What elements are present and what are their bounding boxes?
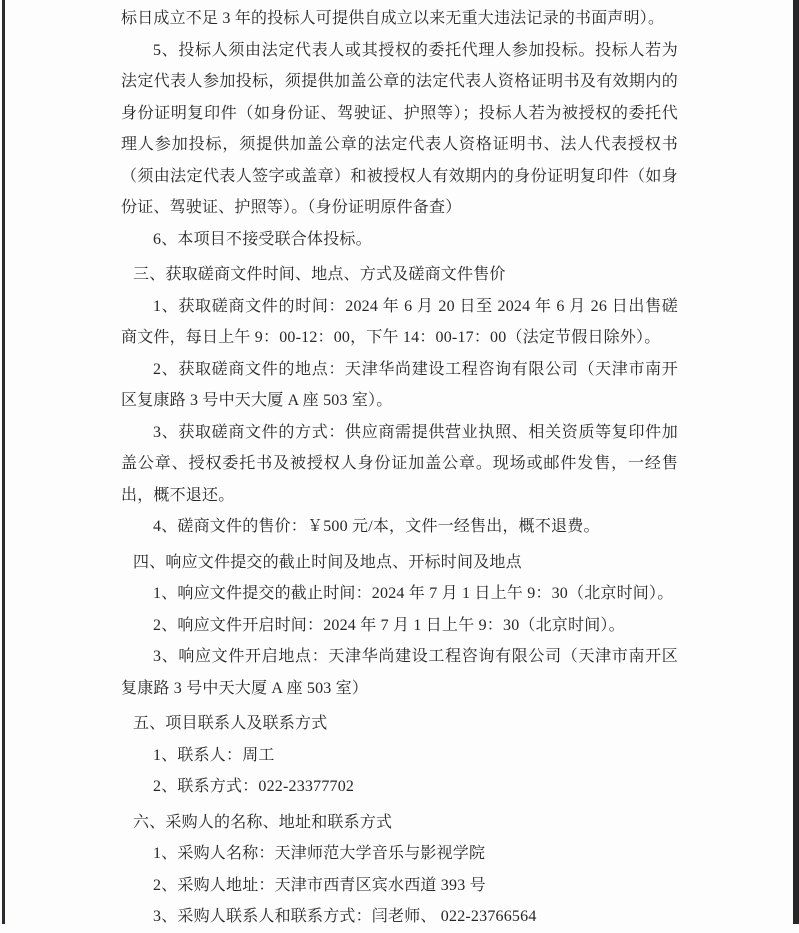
section-heading: 五、项目联系人及联系方式	[133, 715, 328, 732]
scan-edge-left	[2, 0, 5, 924]
section-heading: 三、获取磋商文件时间、地点、方式及磋商文件售价	[133, 266, 506, 283]
numbered-item: 3、响应文件开启地点：天津华尚建设工程咨询有限公司（天津市南开区复康路 3 号中天大厦 A 座 503 室）	[121, 648, 678, 697]
section-heading: 四、响应文件提交的截止时间及地点、开标时间及地点	[133, 553, 522, 571]
numbered-item: 1、采购人名称：天津师范大学音乐与影视学院	[153, 845, 486, 862]
numbered-item: 4、磋商文件的售价：￥500 元/本，文件一经售出，概不退费。	[153, 518, 600, 535]
numbered-item: 1、联系人：周工	[153, 746, 275, 764]
numbered-item: 3、采购人联系人和联系方式：闫老师、 022-23766564	[153, 908, 537, 925]
numbered-item: 5、投标人须由法定代表人或其授权的委托代理人参加投标。投标人若为法定代表人参加投标，须提供加盖公章的法定代表人资格证明书及有效期内的身份证明复印件（如身份证、驾驶证、护照等）；投标人若为被授权的委托代理人参加投标，须提供加盖公章的法定代表人资格证明书、法人代表授权书（须由法定代表人签字或盖章）和被授权人有效期内的身份证明复印件（如身份证、驾驶证、护照等）。（身份证明原件备查）	[121, 41, 678, 216]
continuation-paragraph: 标日成立不足 3 年的投标人可提供自成立以来无重大违法记录的书面声明）。	[121, 10, 665, 27]
numbered-item: 3、获取磋商文件的方式：供应商需提供营业执照、相关资质等复印件加盖公章、授权委托书及被授权人身份证加盖公章。现场或邮件发售，一经售出，概不退还。	[121, 423, 678, 504]
numbered-item: 6、本项目不接受联合体投标。	[153, 230, 372, 248]
numbered-item: 1、获取磋商文件的时间：2024 年 6 月 20 日至 2024 年 6 月 26 日出售磋商文件，每日上午 9：00-12：00，下午 14：00-17：00（法定节假日除外）。	[121, 297, 678, 346]
scan-edge-right	[793, 0, 799, 924]
section-heading: 六、采购人的名称、地址和联系方式	[133, 813, 393, 831]
numbered-item: 2、响应文件开启时间：2024 年 7 月 1 日上午 9：30（北京时间）。	[153, 616, 625, 634]
numbered-item: 1、响应文件提交的截止时间：2024 年 7 月 1 日上午 9：30（北京时间）。	[153, 585, 674, 602]
numbered-item: 2、获取磋商文件的地点：天津华尚建设工程咨询有限公司（天津市南开区复康路 3 号中天大厦 A 座 503 室）。	[121, 360, 678, 409]
numbered-item: 2、采购人地址：天津市西青区宾水西道 393 号	[153, 876, 486, 894]
numbered-item: 2、联系方式：022-23377702	[153, 778, 355, 795]
document-body	[121, 3, 678, 933]
